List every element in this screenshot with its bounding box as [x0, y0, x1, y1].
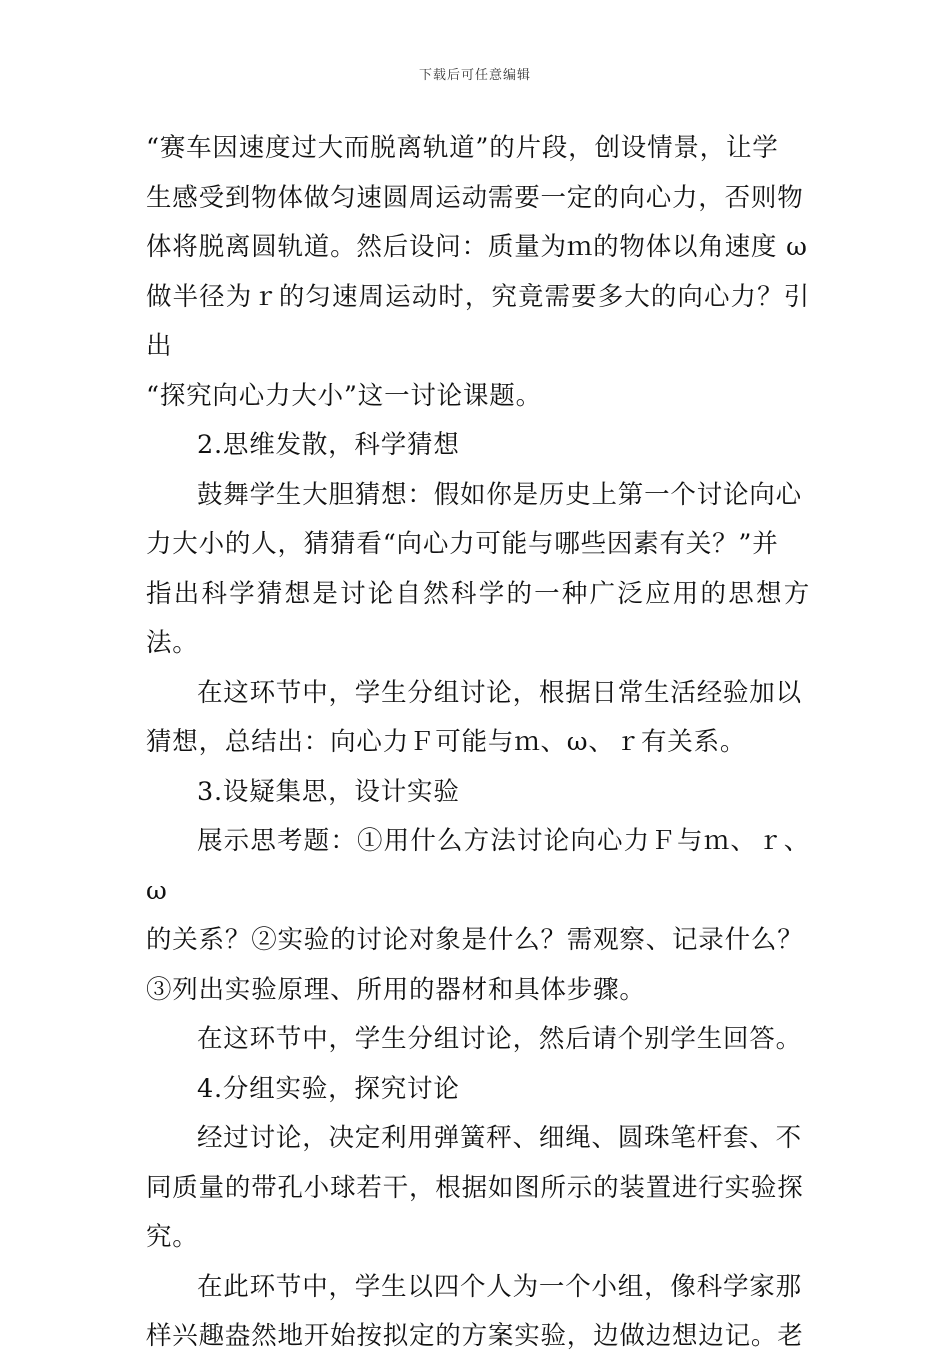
paragraph-group-discussion: 在这环节中，学生分组讨论，根据日常生活经验加以 猜想，总结出：向心力Ｆ可能与ｍ、ω、ｒ有关系。: [146, 677, 802, 757]
paragraph-guess: 鼓舞学生大胆猜想：假如你是历史上第一个讨论向心 力大小的人，猜猜看“向心力可能与哪些因素有关？”并 指出科学猜想是讨论自然科学的一种广泛应用的思想方法。: [146, 479, 810, 658]
paragraph-intro: “赛车因速度过大而脱离轨道”的片段，创设情景，让学 生感受到物体做匀速圆周运动需要一定的向心力，否则物 体将脱离圆轨道。然后设问：质量为ｍ的物体以角速度 ω 做半径为ｒ的匀速周运动时，究竟需要多大的向心力？引出 “探究向心力大小”这一讨论课题。: [146, 133, 810, 411]
paragraph-questions: 展示思考题：①用什么方法讨论向心力Ｆ与ｍ、ｒ、ω 的关系？②实验的讨论对象是什么？需观察、记录什么？ ③列出实验原理、所用的器材和具体步骤。: [146, 826, 810, 1005]
section-heading-4: 4.分组实验，探究讨论: [197, 1073, 460, 1104]
paragraph-answer: 在这环节中，学生分组讨论，然后请个别学生回答。: [197, 1024, 802, 1054]
page-header: 下载后可任意编辑: [418, 68, 531, 83]
section-heading-2: 2.思维发散，科学猜想: [197, 430, 460, 460]
paragraph-equipment: 经过讨论，决定利用弹簧秤、细绳、圆珠笔杆套、不 同质量的带孔小球若干，根据如图所示的装置进行实验探 究。: [146, 1123, 804, 1252]
section-heading-3: 3.设疑集思，设计实验: [197, 776, 460, 807]
paragraph-experiment: 在此环节中，学生以四个人为一个小组，像科学家那 样兴趣盎然地开始按拟定的方案实验，边做边想边记。老: [146, 1271, 804, 1351]
document-body: [146, 124, 810, 1362]
